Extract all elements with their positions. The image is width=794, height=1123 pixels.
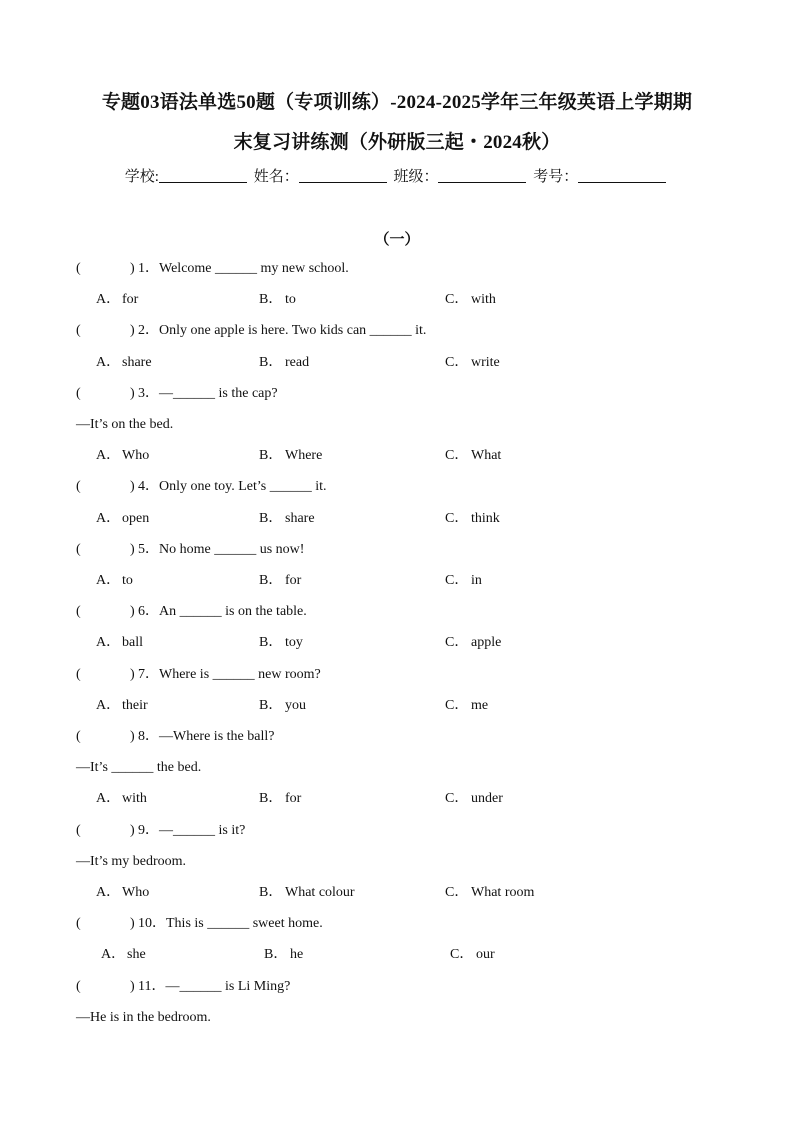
- answer-bracket-open[interactable]: (: [76, 666, 81, 682]
- options-row: [96, 882, 696, 904]
- option-label: A．: [96, 791, 121, 807]
- answer-bracket-open[interactable]: (: [76, 323, 81, 339]
- question-11: [76, 976, 290, 998]
- option-text: our: [476, 947, 495, 963]
- options-row: [101, 944, 701, 966]
- dialog-reply: —It’s on the bed.: [76, 417, 174, 432]
- option-text: Where: [285, 448, 323, 464]
- dialog-reply: —It’s my bedroom.: [76, 853, 187, 869]
- options-row: [96, 788, 696, 810]
- question-text: Welcome ______ my new school.: [159, 261, 349, 276]
- option-label: C．: [445, 885, 469, 900]
- question-5: [76, 539, 304, 561]
- question-9: [76, 820, 245, 842]
- option-b[interactable]: [259, 695, 306, 717]
- page-title-line2: 末复习讲练测（外研版三起・2024秋）: [233, 132, 561, 153]
- option-c[interactable]: [445, 632, 501, 654]
- option-text: in: [471, 573, 482, 588]
- option-text: open: [122, 510, 150, 526]
- answer-bracket-close: ): [130, 385, 135, 401]
- question-number: 4．: [138, 479, 159, 495]
- answer-bracket-close: ): [130, 541, 135, 557]
- school-blank[interactable]: [159, 168, 247, 183]
- option-b[interactable]: [259, 788, 301, 810]
- dialog-reply: —It’s ______ the bed.: [76, 760, 202, 776]
- option-c[interactable]: [445, 788, 503, 810]
- option-text: with: [471, 292, 496, 308]
- option-label: C．: [445, 354, 469, 370]
- option-label: C．: [445, 292, 469, 308]
- answer-bracket-close: ): [130, 323, 135, 339]
- question-text: An ______ is on the table.: [159, 604, 307, 620]
- option-label: A．: [96, 354, 121, 370]
- option-text: think: [471, 510, 500, 526]
- option-a[interactable]: [96, 632, 143, 654]
- option-label: B．: [259, 885, 283, 900]
- question-text: —______ is it?: [159, 822, 246, 838]
- question-number: 9．: [138, 822, 159, 838]
- question-text: —______ is the cap?: [159, 385, 278, 401]
- option-label: B．: [259, 791, 283, 807]
- question-text: Only one apple is here. Two kids can ______ it.: [159, 323, 427, 339]
- option-b[interactable]: [259, 352, 309, 374]
- option-b[interactable]: [259, 882, 355, 904]
- option-label: C．: [450, 947, 474, 963]
- options-row: [96, 352, 696, 374]
- options-row: [96, 570, 696, 592]
- question-1: [76, 258, 349, 280]
- option-text: Who: [122, 448, 150, 464]
- option-c[interactable]: [445, 882, 534, 904]
- answer-bracket-open[interactable]: (: [76, 916, 81, 932]
- answer-bracket-open[interactable]: (: [76, 604, 81, 620]
- option-a[interactable]: [96, 695, 148, 717]
- option-c[interactable]: [445, 289, 496, 311]
- question-text: —Where is the ball?: [159, 729, 275, 744]
- answer-bracket-close: ): [130, 916, 135, 932]
- option-label: B．: [259, 354, 283, 370]
- option-label: B．: [259, 448, 283, 464]
- option-label: B．: [259, 697, 283, 713]
- option-b[interactable]: [259, 289, 296, 311]
- answer-bracket-close: ): [130, 666, 135, 682]
- class-label: 班级：: [393, 169, 439, 185]
- option-text: for: [285, 791, 302, 807]
- answer-bracket-close: ): [130, 604, 135, 620]
- option-text: share: [122, 354, 152, 370]
- question-7: [76, 664, 321, 686]
- option-label: B．: [259, 510, 283, 526]
- option-text: for: [122, 292, 139, 308]
- name-label: 姓名：: [253, 169, 299, 185]
- option-label: A．: [96, 292, 121, 308]
- answer-bracket-close: ): [130, 479, 135, 495]
- question-text: Only one toy. Let’s ______ it.: [159, 479, 327, 495]
- option-c[interactable]: [445, 570, 482, 592]
- question-number: 1．: [138, 261, 159, 276]
- exam-number-label: 考号：: [533, 169, 579, 185]
- answer-bracket-open[interactable]: (: [76, 479, 81, 495]
- option-a[interactable]: [96, 289, 138, 311]
- question-8: [76, 726, 274, 748]
- option-label: A．: [96, 510, 121, 526]
- option-a[interactable]: [101, 944, 146, 966]
- option-label: A．: [96, 573, 121, 588]
- options-row: [96, 632, 696, 654]
- option-text: me: [471, 697, 489, 713]
- option-label: C．: [445, 791, 469, 807]
- option-text: for: [285, 573, 302, 588]
- question-number: 10．: [138, 916, 166, 932]
- option-b[interactable]: [259, 445, 322, 467]
- question-number: 2．: [138, 323, 159, 339]
- options-row: [96, 289, 696, 311]
- answer-bracket-open[interactable]: (: [76, 541, 81, 557]
- student-info-fields: [0, 165, 794, 186]
- option-text: ball: [122, 635, 143, 651]
- option-text: What room: [471, 885, 535, 900]
- option-text: to: [122, 573, 133, 588]
- option-label: B．: [259, 573, 283, 588]
- option-text: with: [122, 791, 147, 807]
- answer-bracket-open[interactable]: (: [76, 822, 81, 838]
- option-b[interactable]: [264, 944, 303, 966]
- option-b[interactable]: [259, 508, 315, 530]
- answer-bracket-close: ): [130, 261, 135, 276]
- question-2: [76, 320, 426, 342]
- option-text: she: [127, 947, 146, 963]
- question-number: 5．: [138, 541, 159, 557]
- option-label: C．: [445, 510, 469, 526]
- options-row: [96, 508, 696, 530]
- question-number: 3．: [138, 385, 159, 401]
- option-text: their: [122, 697, 148, 713]
- option-label: B．: [259, 635, 283, 651]
- answer-bracket-open[interactable]: (: [76, 978, 81, 994]
- section-title: （一）: [374, 232, 420, 248]
- option-c[interactable]: [445, 695, 488, 717]
- question-text: No home ______ us now!: [159, 541, 305, 557]
- option-c[interactable]: [445, 445, 501, 467]
- exam-number-blank[interactable]: [578, 168, 666, 183]
- answer-bracket-open[interactable]: (: [76, 729, 81, 744]
- option-label: C．: [445, 697, 469, 713]
- option-a[interactable]: [96, 352, 152, 374]
- option-text: to: [285, 292, 296, 308]
- answer-bracket-open[interactable]: (: [76, 261, 81, 276]
- option-text: toy: [285, 635, 303, 651]
- answer-bracket-close: ): [130, 822, 135, 838]
- option-c[interactable]: [445, 352, 500, 374]
- option-label: A．: [96, 697, 121, 713]
- question-text: —______ is Li Ming?: [165, 978, 291, 994]
- option-label: C．: [445, 448, 469, 464]
- option-a[interactable]: [96, 882, 149, 904]
- option-b[interactable]: [259, 570, 301, 592]
- question-3: [76, 383, 278, 405]
- option-text: he: [290, 947, 304, 963]
- option-label: C．: [445, 573, 469, 588]
- option-text: What colour: [285, 885, 355, 900]
- option-label: B．: [259, 292, 283, 308]
- option-text: Who: [122, 885, 150, 900]
- name-blank[interactable]: [299, 168, 387, 183]
- dialog-reply: —He is in the bedroom.: [76, 1009, 211, 1025]
- option-label: B．: [264, 947, 288, 963]
- options-row: [96, 695, 696, 717]
- option-c[interactable]: [450, 944, 495, 966]
- option-c[interactable]: [445, 508, 500, 530]
- answer-bracket-close: ): [130, 729, 135, 744]
- answer-bracket-close: ): [130, 978, 135, 994]
- option-label: A．: [96, 448, 121, 464]
- question-6: [76, 601, 307, 623]
- option-text: share: [285, 510, 315, 526]
- option-text: What: [471, 448, 502, 464]
- question-text: Where is ______ new room?: [159, 666, 321, 682]
- question-number: 6．: [138, 604, 159, 620]
- class-blank[interactable]: [438, 168, 526, 183]
- question-text: This is ______ sweet home.: [166, 916, 323, 932]
- question-10: [76, 913, 323, 935]
- page-title-line1: 专题03语法单选50题（专项训练）-2024-2025学年三年级英语上学期期: [101, 92, 693, 113]
- option-label: A．: [96, 635, 121, 651]
- school-label: 学校:: [124, 169, 159, 185]
- answer-bracket-open[interactable]: (: [76, 385, 81, 401]
- option-text: you: [285, 697, 306, 713]
- option-label: A．: [101, 947, 126, 963]
- option-a[interactable]: [96, 788, 147, 810]
- question-number: 8．: [138, 729, 159, 744]
- question-number: 7．: [138, 666, 159, 682]
- option-a[interactable]: [96, 508, 149, 530]
- option-text: write: [471, 354, 500, 370]
- option-label: A．: [96, 885, 121, 900]
- option-a[interactable]: [96, 445, 149, 467]
- question-number: 11．: [138, 978, 166, 994]
- option-text: under: [471, 791, 503, 807]
- option-b[interactable]: [259, 632, 303, 654]
- option-text: apple: [471, 635, 502, 651]
- option-label: C．: [445, 635, 469, 651]
- question-4: [76, 476, 326, 498]
- option-a[interactable]: [96, 570, 133, 592]
- option-text: read: [285, 354, 310, 370]
- options-row: [96, 445, 696, 467]
